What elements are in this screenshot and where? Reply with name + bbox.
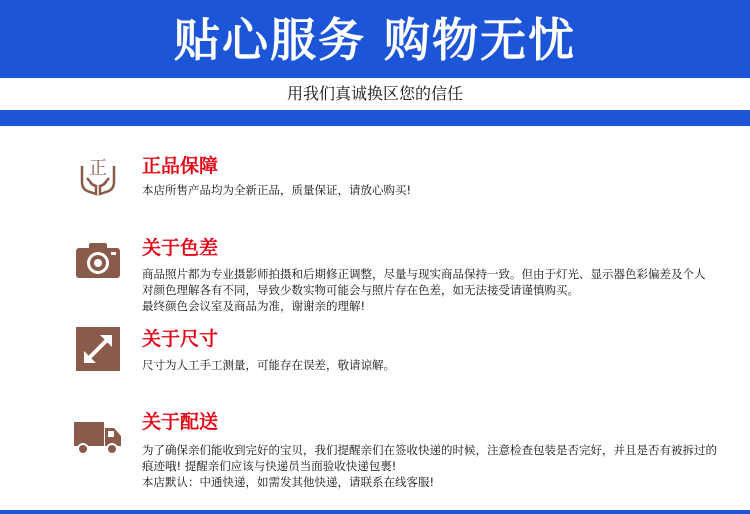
section-title: 正品保障 [142, 155, 219, 177]
svg-text:正: 正 [89, 158, 107, 179]
section-text-line: 本店默认：中通快递，如需发其他快递，请联系在线客服! [142, 475, 435, 489]
section-title: 关于色差 [142, 237, 219, 259]
banner-subtitle: 用我们真诚换区您的信任 [286, 84, 463, 103]
resize-arrow-icon [74, 325, 122, 373]
section-text-line: 最终颜色会议室及商品为准，谢谢亲的理解! [142, 299, 366, 313]
camera-icon [74, 236, 122, 284]
bottom-divider [0, 510, 750, 514]
section-title: 关于配送 [142, 411, 219, 433]
banner-subtitle-strip [0, 78, 750, 110]
section-text-line: 商品照片都为专业摄影师拍摄和后期修正调整，尽量与现实商品保持一致。但由于灯光、显示器色彩偏差及个人 [142, 267, 706, 281]
section-text-line: 尺寸为人工手工测量，可能存在误差，敬请谅解。 [142, 358, 395, 372]
section-text [142, 182, 742, 198]
header-banner [0, 0, 750, 126]
genuine-hands-icon [74, 152, 122, 200]
section-title: 关于尺寸 [142, 328, 219, 350]
section-text-line: 本店所售产品均为全新正品，质量保证，请放心购买! [142, 183, 412, 197]
section-text-line: 对颜色理解各有不同，导致少数实物可能会与照片存在色差，如无法接受请谨慎购买。 [142, 283, 579, 297]
section-text-line: 痕迹哦! 提醒亲们应该与快递员当面验收快递包裹! [142, 459, 397, 473]
section-text [142, 442, 742, 490]
banner-title: 贴心服务 购物无忧 [173, 13, 576, 67]
section-text-line: 为了确保亲们能收到完好的宝贝，我们提醒亲们在签收快递的时候，注意检查包装是否完好，并且是否有被拆过的 [142, 443, 717, 457]
section-text [142, 266, 742, 314]
delivery-truck-icon [74, 412, 122, 460]
section-text [142, 357, 742, 373]
